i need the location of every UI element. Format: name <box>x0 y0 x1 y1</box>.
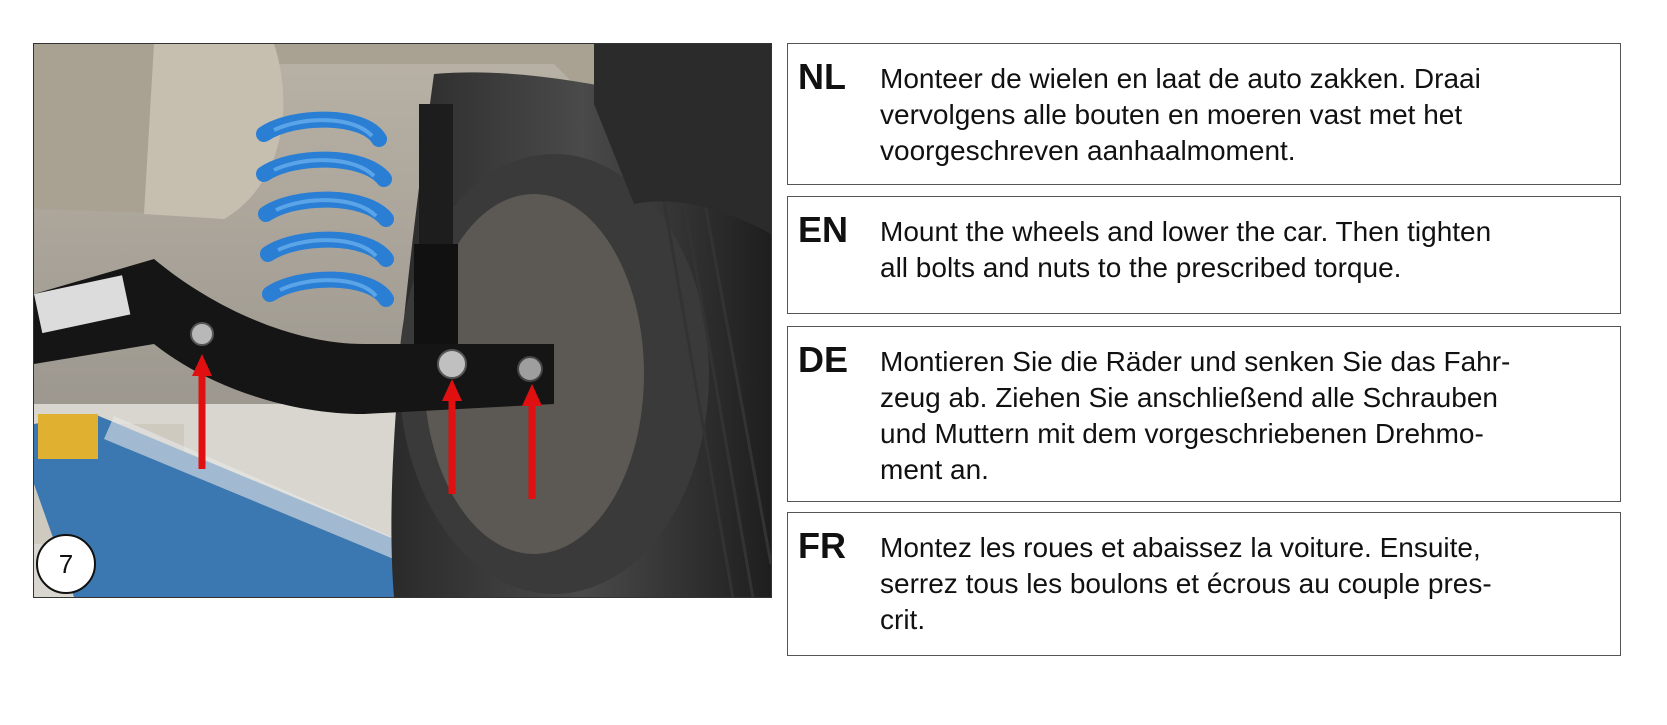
instruction-text: Montieren Sie die Räder und senken Sie das Fahr- zeug ab. Ziehen Sie anschließend alle Schrauben und Muttern mit dem vorgeschriebenen Drehmo- ment an. <box>880 346 1511 485</box>
language-code: FR <box>798 525 846 566</box>
yellow-machine <box>38 414 98 459</box>
instruction-text: Montez les roues et abaissez la voiture. Ensuite, serrez tous les boulons et écrous au couple pres- crit. <box>880 532 1492 635</box>
step-number-badge: 7 <box>36 534 96 594</box>
instruction-text: Monteer de wielen en laat de auto zakken. Draai vervolgens alle bouten en moeren vast met het voorgeschreven aanhaalmoment. <box>880 63 1481 166</box>
bolt-1 <box>191 323 213 345</box>
instruction-box-de <box>787 326 1621 502</box>
suspension-illustration <box>34 44 771 597</box>
language-code: NL <box>798 56 846 97</box>
language-code: EN <box>798 209 849 250</box>
language-code: DE <box>798 339 849 380</box>
bolt-3 <box>518 357 542 381</box>
instruction-text: Mount the wheels and lower the car. Then tighten all bolts and nuts to the prescribed torque. <box>880 216 1492 283</box>
instruction-box-en <box>787 196 1621 314</box>
instruction-box-fr <box>787 512 1621 656</box>
suspension-photo <box>33 43 772 598</box>
bolt-2 <box>438 350 466 378</box>
instruction-box-nl <box>787 43 1621 185</box>
